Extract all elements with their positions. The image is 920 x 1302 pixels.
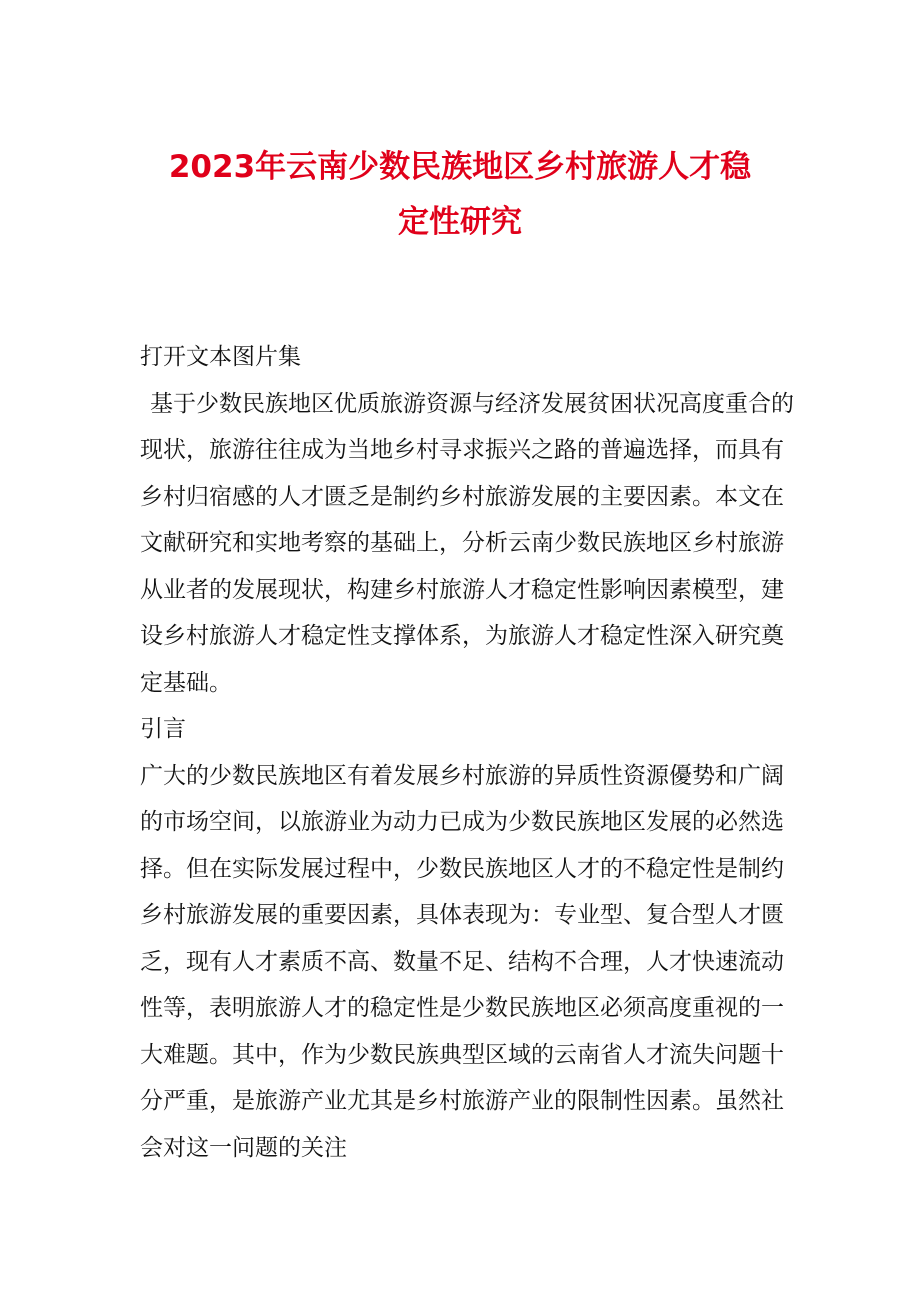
title-line-2: 定性研究 <box>398 204 522 240</box>
open-image-set-link[interactable]: 打开文本图片集 <box>140 344 301 370</box>
intro-paragraph: 广大的少数民族地区有着发展乡村旅游的异质性资源優势和广阔的市场空间，以旅游业为动力已成为少数民族地区发展的必然选择。但在实际发展过程中，少数民族地区人才的不稳定性是制约乡村旅游发展的重要因素，具体表现为：专业型、复合型人才匮乏，现有人才素质不高、数量不足、结构不合理，人才快速流动性等，表明旅游人才的稳定性是少数民族地区必须高度重视的一大难题。其中，作为少数民族典型区域的云南省人才流失问题十分严重，是旅游产业尤其是乡村旅游产业的限制性因素。虽然社会对这一问题的关注 <box>140 762 784 1161</box>
document-title <box>130 140 790 250</box>
intro-heading: 引言 <box>140 716 186 742</box>
abstract-paragraph: 基于少数民族地区优质旅游资源与经济发展贫困状况高度重合的现状，旅游往往成为当地乡村寻求振兴之路的普遍选择，而具有乡村归宿感的人才匮乏是制约乡村旅游发展的主要因素。本文在文献研究和实地考察的基础上，分析云南少数民族地区乡村旅游从业者的发展现状，构建乡村旅游人才稳定性影响因素模型，建设乡村旅游人才稳定性支撑体系，为旅游人才稳定性深入研究奠定基础。 <box>140 390 794 696</box>
document-body <box>140 334 800 1171</box>
title-line-1: 2023年云南少数民族地区乡村旅游人才稳 <box>168 149 752 185</box>
